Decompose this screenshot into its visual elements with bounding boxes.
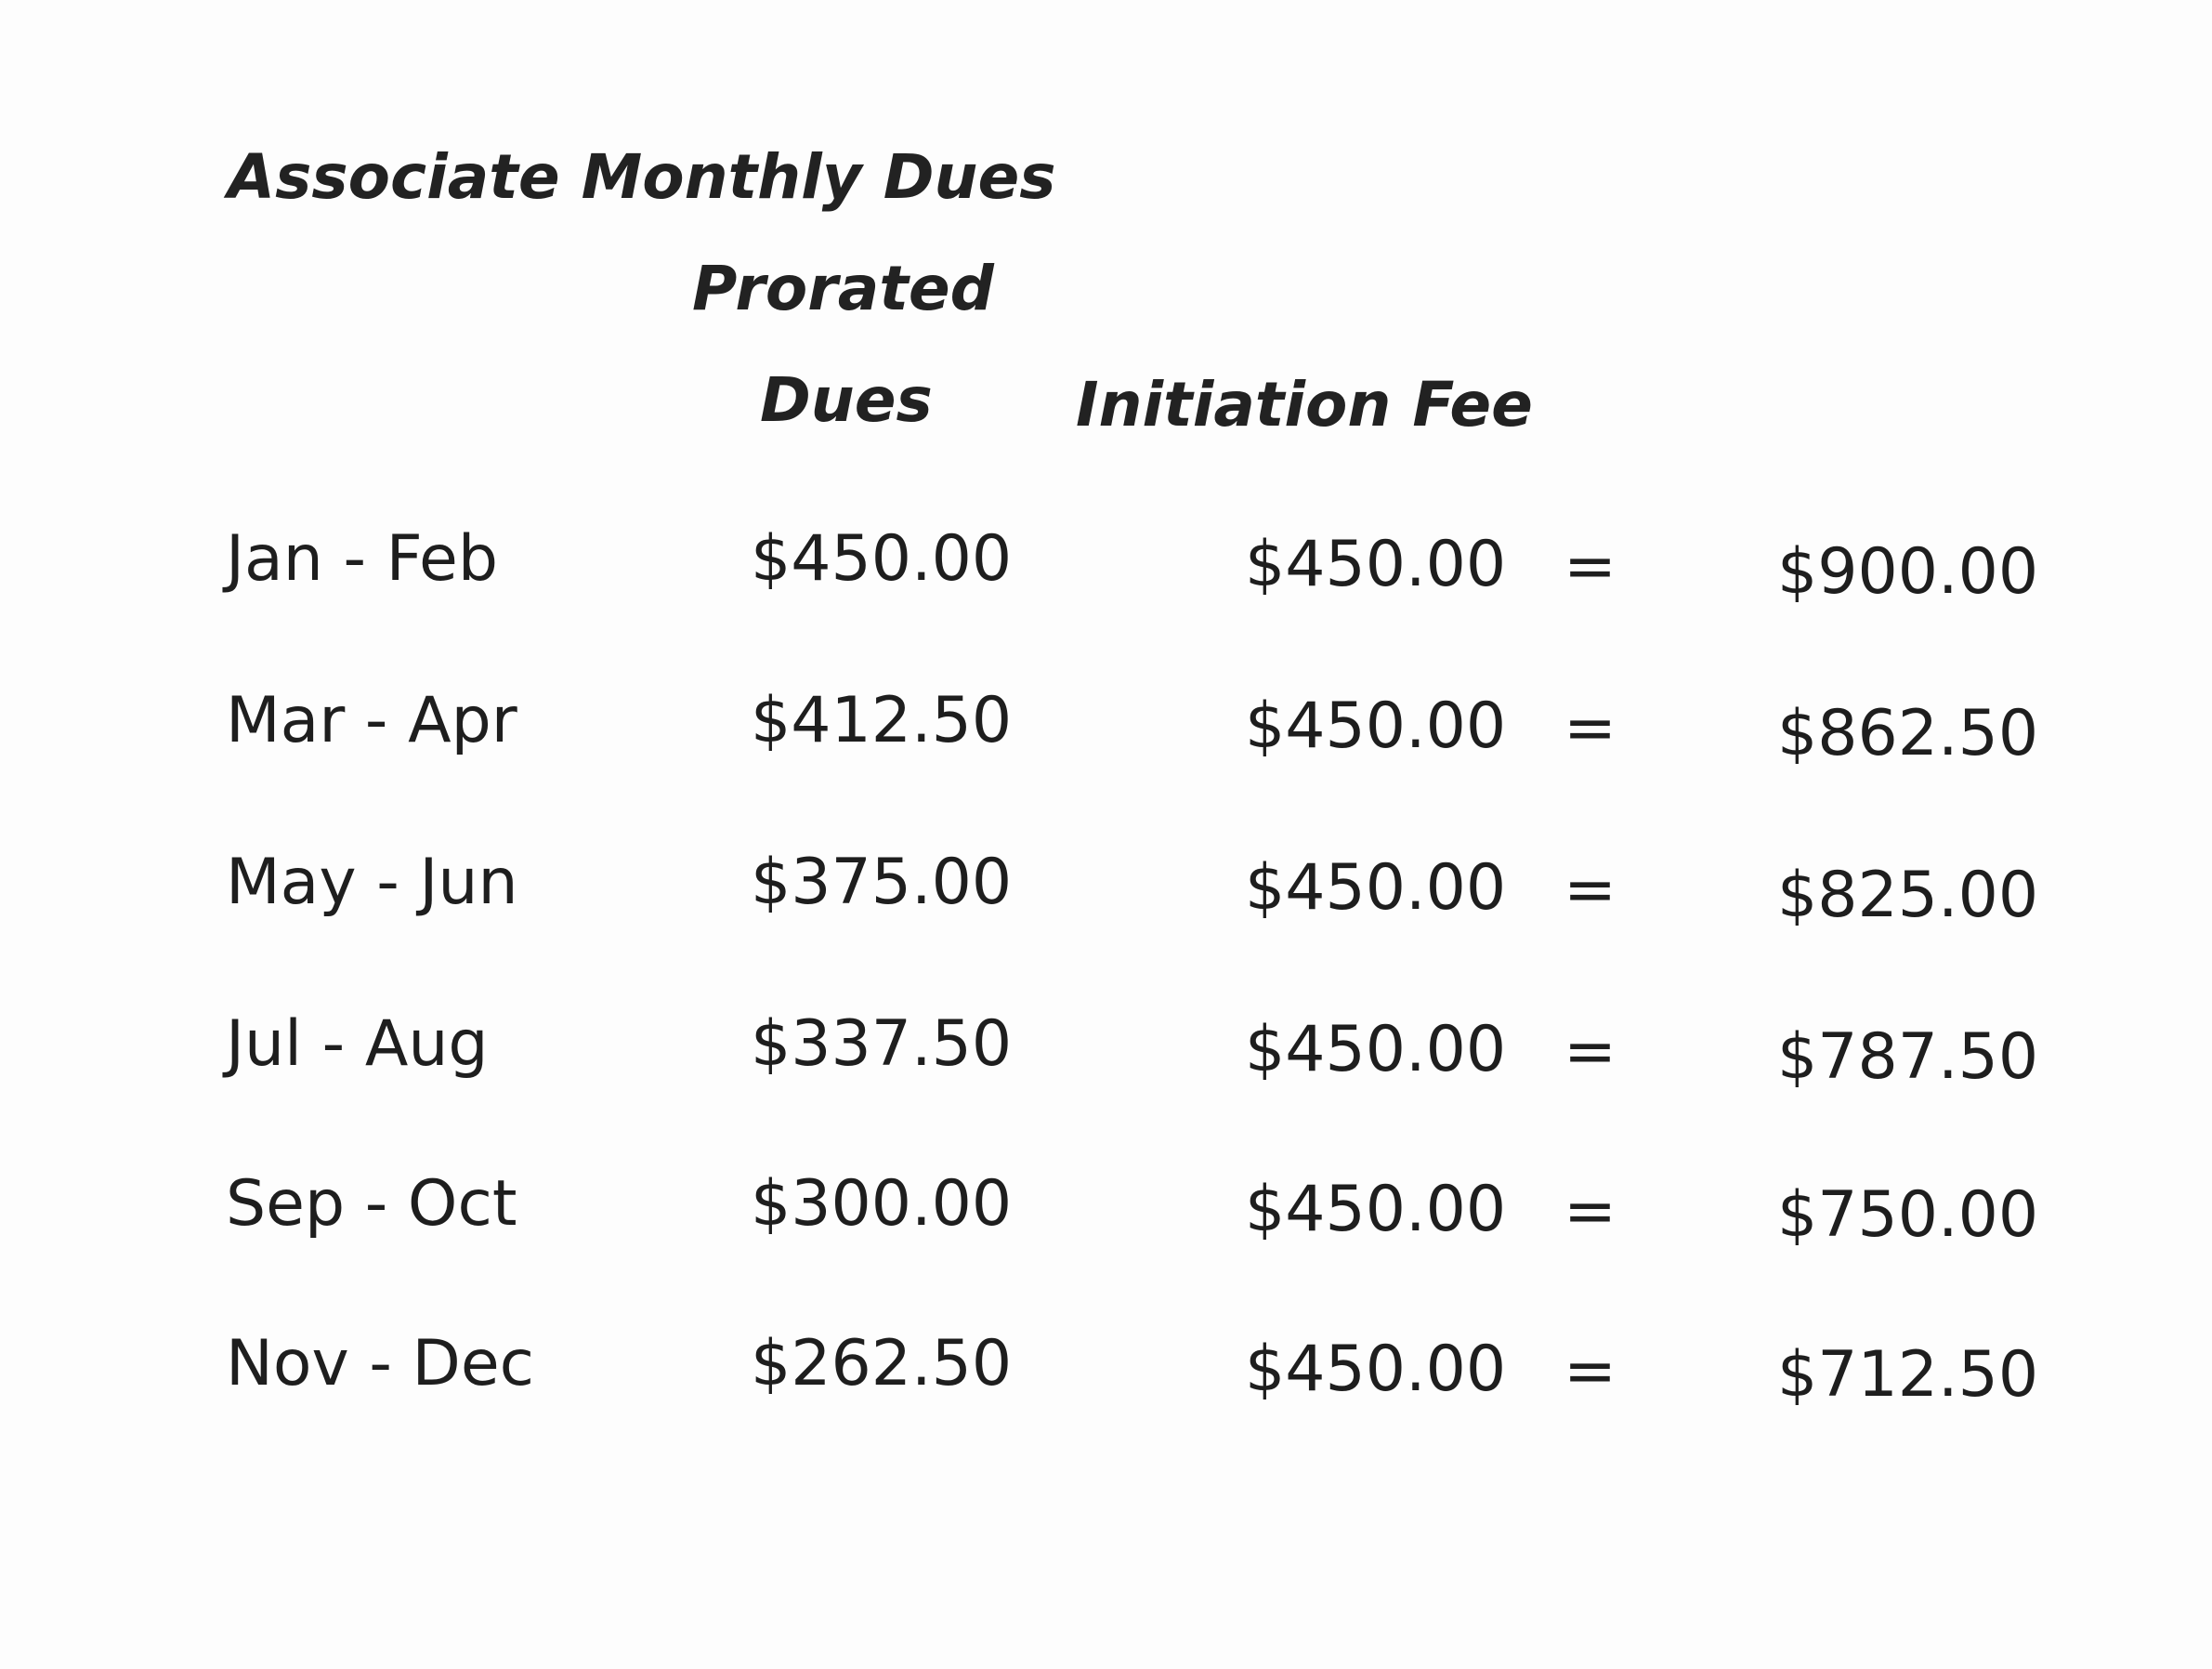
- prorated-dues-cell: $412.50: [751, 684, 1013, 757]
- equals-sign: =: [1564, 530, 1616, 603]
- period-cell: Sep - Oct: [226, 1167, 517, 1241]
- equals-sign: =: [1564, 1334, 1616, 1408]
- column-header-initiation-fee: Initiation Fee: [1076, 369, 1533, 440]
- total-cell: $900.00: [1777, 535, 2039, 609]
- total-cell: $825.00: [1777, 859, 2039, 932]
- period-cell: Mar - Apr: [226, 684, 517, 757]
- initiation-fee-cell: $450.00: [1245, 1013, 1507, 1086]
- period-cell: Jan - Feb: [226, 522, 498, 596]
- prorated-dues-cell: $375.00: [751, 846, 1013, 919]
- period-cell: May - Jun: [226, 846, 518, 919]
- period-cell: Jul - Aug: [226, 1007, 489, 1081]
- document-title: Associate Monthly Dues: [228, 141, 1056, 213]
- equals-sign: =: [1564, 1015, 1616, 1088]
- period-cell: Nov - Dec: [226, 1327, 535, 1400]
- initiation-fee-cell: $450.00: [1245, 690, 1507, 763]
- initiation-fee-cell: $450.00: [1245, 528, 1507, 601]
- table-row: [0, 846, 2212, 963]
- initiation-fee-cell: $450.00: [1245, 1333, 1507, 1406]
- prorated-dues-cell: $300.00: [751, 1167, 1013, 1241]
- table-row: [0, 684, 2212, 801]
- equals-sign: =: [1564, 1175, 1616, 1248]
- table-row: [0, 1007, 2212, 1124]
- equals-sign: =: [1564, 691, 1616, 765]
- prorated-dues-cell: $262.50: [751, 1327, 1013, 1400]
- prorated-dues-cell: $450.00: [751, 522, 1013, 596]
- table-row: [0, 1167, 2212, 1284]
- initiation-fee-cell: $450.00: [1245, 1173, 1507, 1246]
- equals-sign: =: [1564, 853, 1616, 926]
- total-cell: $750.00: [1777, 1178, 2039, 1252]
- column-header-prorated: Prorated: [692, 253, 994, 324]
- total-cell: $862.50: [1777, 697, 2039, 770]
- prorated-dues-cell: $337.50: [751, 1007, 1013, 1081]
- total-cell: $787.50: [1777, 1020, 2039, 1094]
- total-cell: $712.50: [1777, 1338, 2039, 1412]
- table-row: [0, 1327, 2212, 1444]
- column-header-dues: Dues: [760, 364, 933, 436]
- initiation-fee-cell: $450.00: [1245, 851, 1507, 925]
- table-row: [0, 522, 2212, 639]
